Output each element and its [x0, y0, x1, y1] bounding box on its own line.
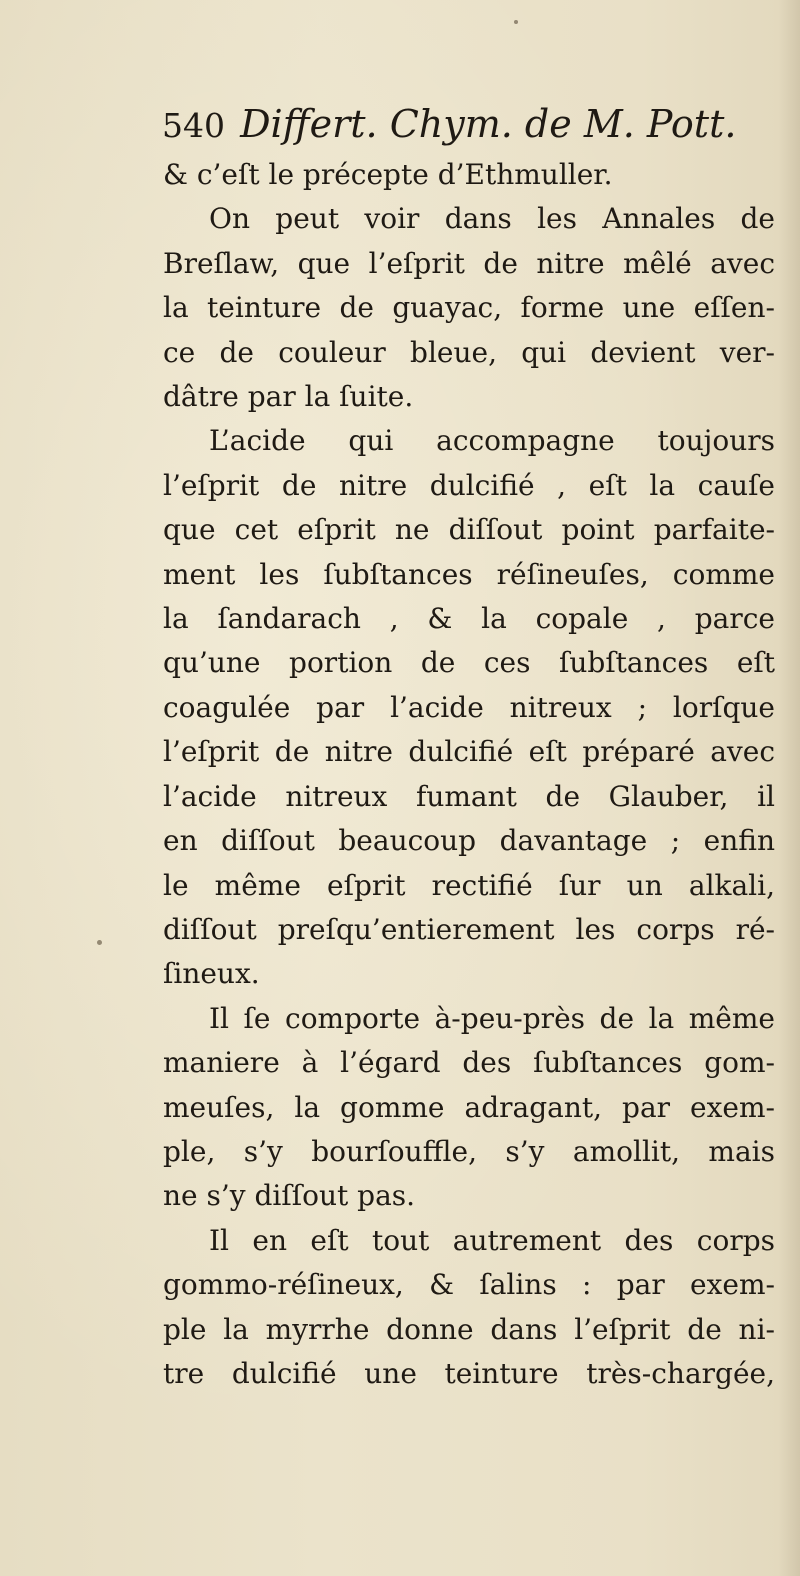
text-line: Il en eſt tout autrement des corps — [209, 1223, 775, 1257]
text-line: gommo-réſineux, & ſalins : par exem- — [163, 1268, 775, 1302]
text-line: le même eſprit rectifié ſur un alkali, — [163, 868, 775, 902]
text-line: & c’eſt le précepte d’Ethmuller. — [163, 158, 613, 191]
text-line: L’acide qui accompagne toujours — [209, 424, 775, 458]
body-text — [163, 153, 775, 1396]
text-line: la ſandarach , & la copale , parce — [163, 602, 775, 636]
text-line: dâtre par la ſuite. — [163, 380, 414, 414]
text-line: l’acide nitreux fumant de Glauber, il — [163, 779, 775, 813]
text-line: l’eſprit de nitre dulcifié , eſt la cauſe — [163, 468, 775, 502]
text-line: ſineux. — [163, 957, 260, 991]
text-line: en diſſout beaucoup davantage ; enfin — [163, 824, 775, 858]
text-line: Il ſe comporte à-peu-près de la même — [209, 1001, 775, 1035]
text-line: qu’une portion de ces ſubſtances eſt — [163, 646, 775, 680]
text-line: ne s’y diſſout pas. — [163, 1179, 416, 1213]
text-line: Breſlaw, que l’eſprit de nitre mêlé avec — [163, 246, 775, 280]
running-title: Differt. Chym. de M. Pott. — [240, 102, 737, 146]
text-line: l’eſprit de nitre dulcifié eſt préparé avec — [163, 735, 775, 769]
text-line: On peut voir dans les Annales de — [209, 202, 775, 236]
text-line: coagulée par l’acide nitreux ; lorſque — [163, 690, 775, 724]
text-line: diſſout preſqu’entierement les corps ré- — [163, 912, 775, 946]
ink-speck — [97, 940, 102, 945]
text-line: ment les ſubſtances réſineuſes, comme — [163, 557, 775, 591]
page-edge-shadow — [778, 0, 800, 1576]
text-line: ple, s’y bourſouffle, s’y amollit, mais — [163, 1134, 775, 1168]
text-line: meuſes, la gomme adragant, par exem- — [163, 1090, 775, 1124]
text-line: ple la myrrhe donne dans l’eſprit de ni- — [163, 1312, 775, 1346]
text-line: tre dulcifié une teinture très-chargée, — [163, 1356, 775, 1390]
text-line: maniere à l’égard des ſubſtances gom- — [163, 1046, 775, 1080]
text-line: que cet eſprit ne diſſout point parfaite- — [163, 513, 775, 547]
page-number: 540 — [162, 106, 225, 145]
page-header — [162, 102, 736, 146]
text-line: la teinture de guayac, forme une eſſen- — [163, 291, 775, 325]
ink-speck — [514, 20, 518, 24]
text-line: ce de couleur bleue, qui devient ver- — [163, 335, 775, 369]
